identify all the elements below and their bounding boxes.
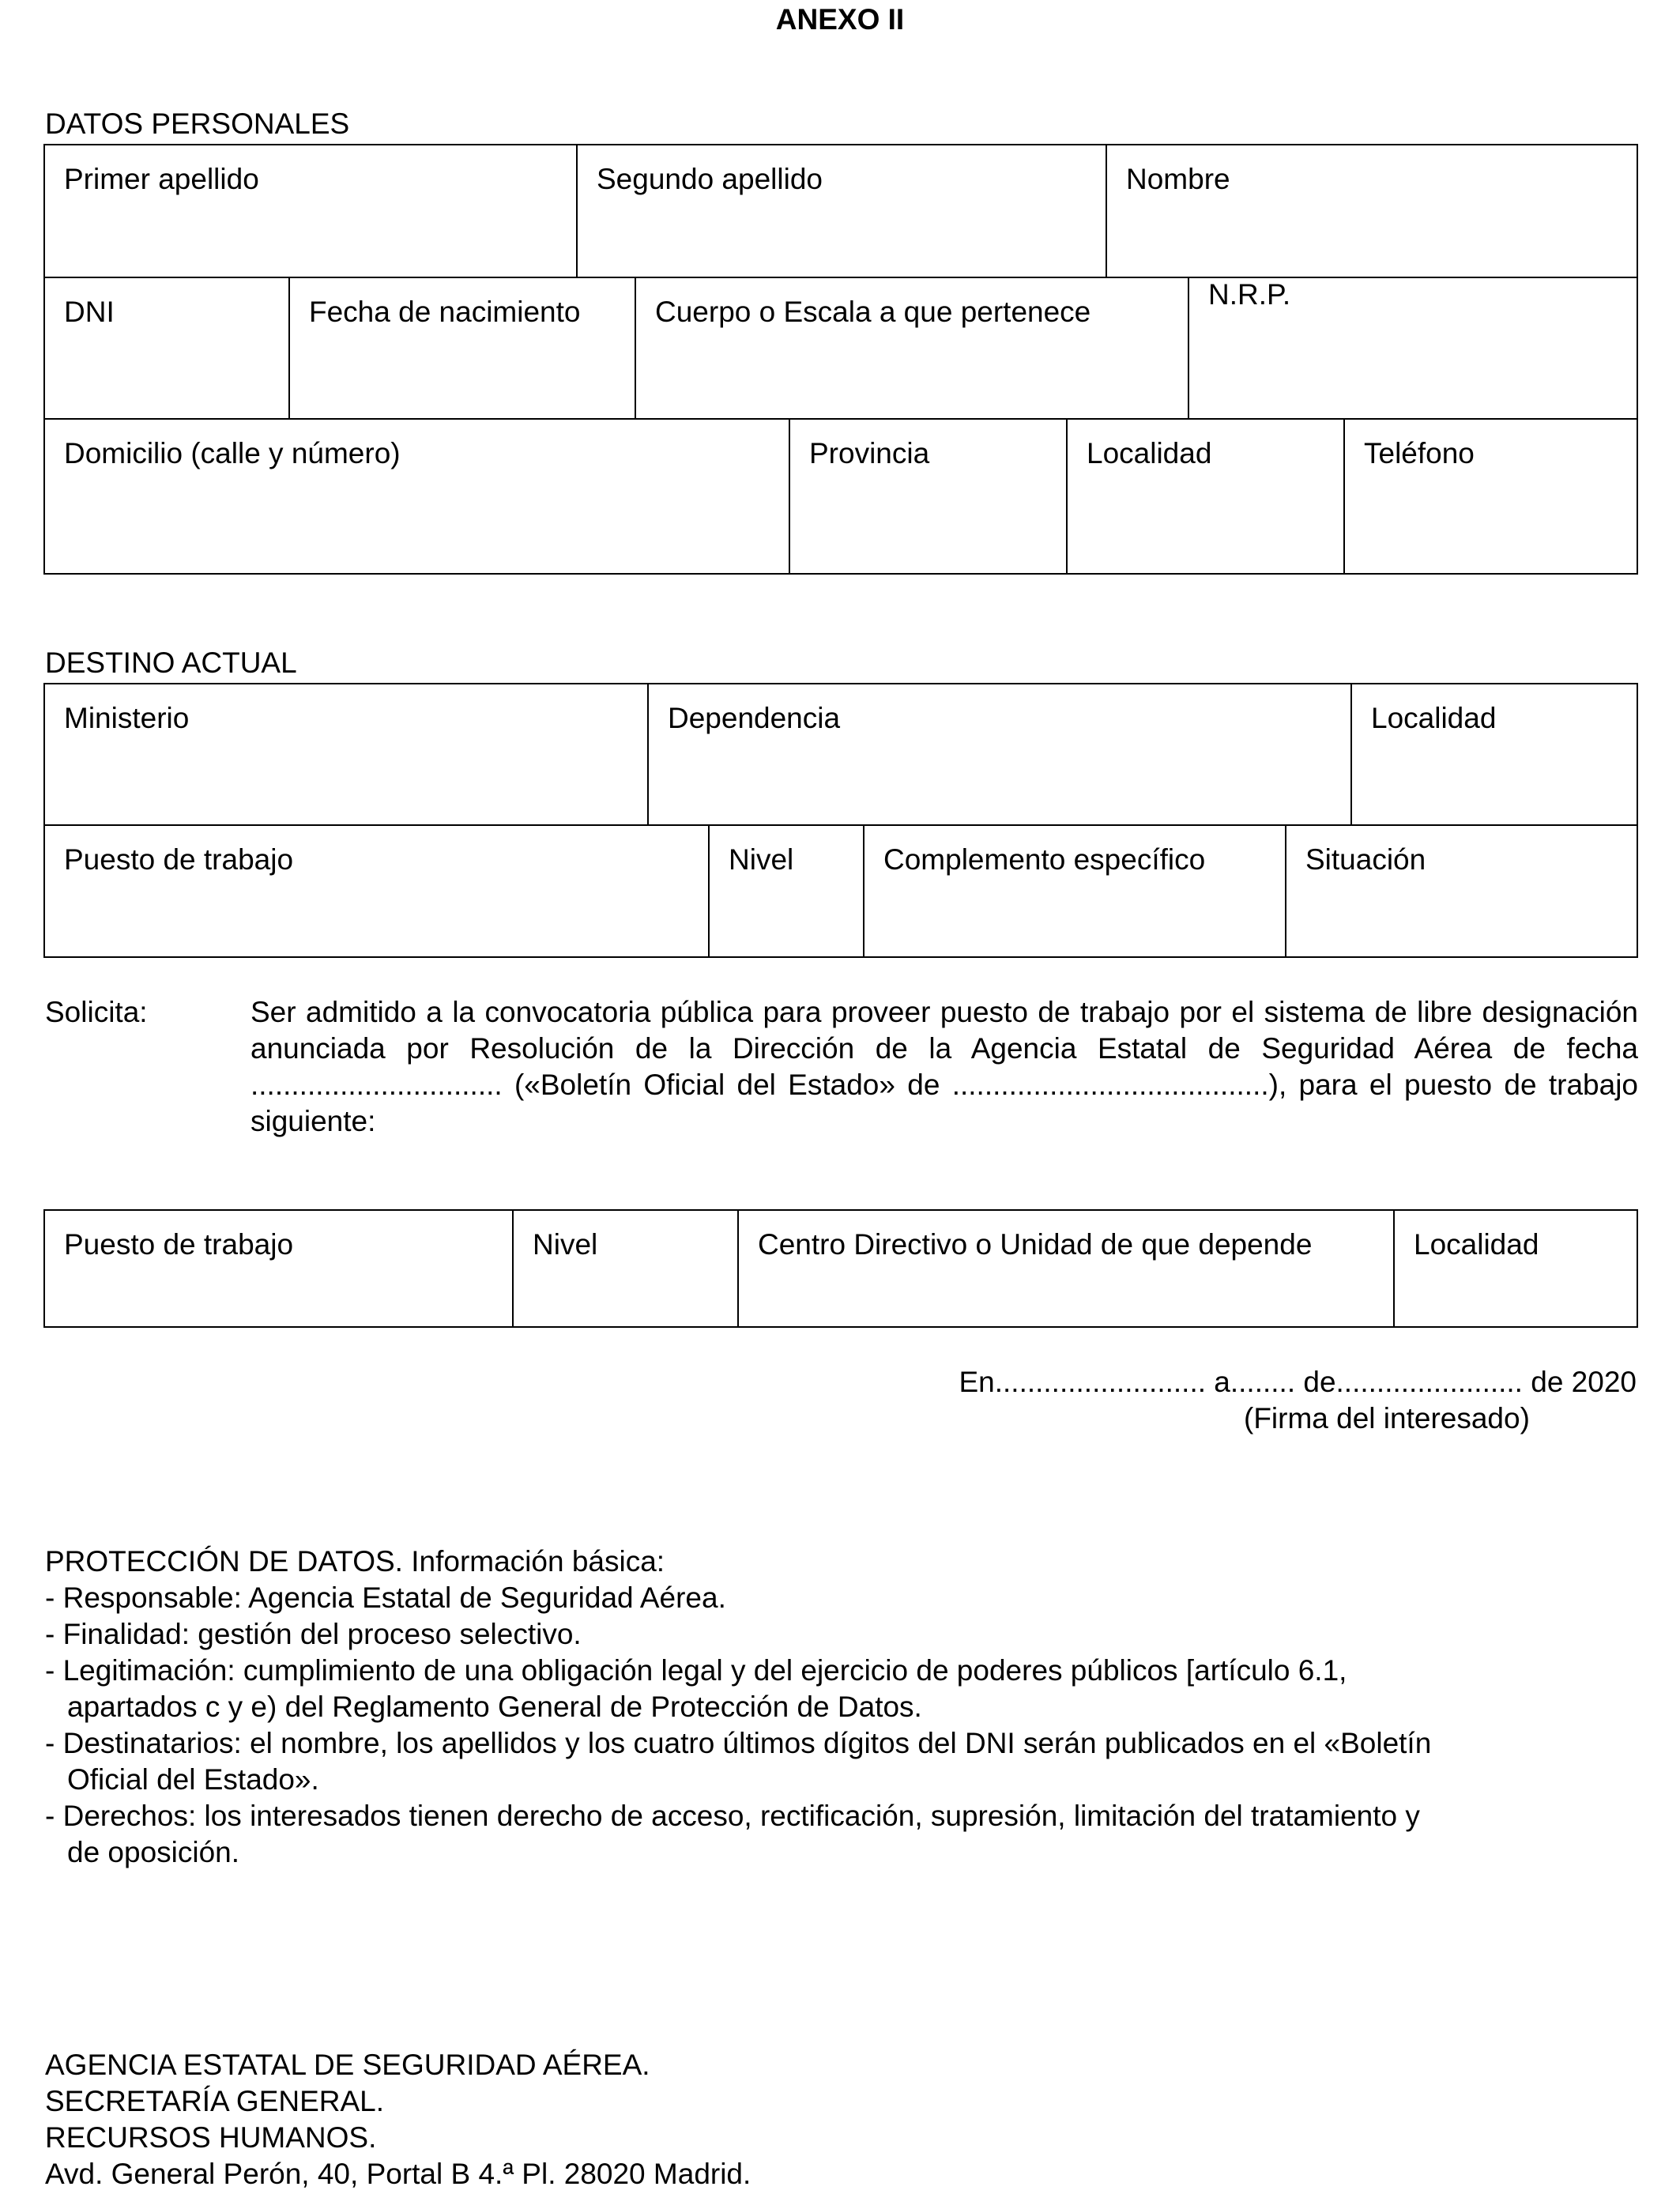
- address-line-3: RECURSOS HUMANOS.: [45, 2121, 377, 2154]
- nombre-label: Nombre: [1126, 163, 1230, 195]
- segundo-apellido-field[interactable]: [576, 145, 1106, 277]
- telefono-label: Teléfono: [1364, 437, 1475, 469]
- destino-puesto-label: Puesto de trabajo: [64, 843, 294, 876]
- primer-apellido-field[interactable]: [45, 145, 576, 277]
- solicitado-puesto-label: Puesto de trabajo: [64, 1228, 294, 1261]
- destino-localidad-label: Localidad: [1371, 702, 1497, 734]
- personal-data-heading: DATOS PERSONALES: [45, 107, 350, 140]
- personal-data-form: [43, 144, 1638, 575]
- situacion-label: Situación: [1305, 843, 1426, 876]
- proteccion-heading: PROTECCIÓN DE DATOS. Información básica:: [45, 1545, 665, 1578]
- solicitado-nivel-label: Nivel: [533, 1228, 598, 1261]
- solicitado-localidad-field[interactable]: [1393, 1211, 1637, 1326]
- proteccion-destinatarios: - Destinatarios: el nombre, los apellidos y los cuatro últimos dígitos del DNI serán publicados en el «Boletín: [45, 1727, 1432, 1759]
- localidad-field[interactable]: [1066, 420, 1343, 573]
- page-title: ANEXO II: [775, 3, 905, 36]
- puesto-solicitado-row: [45, 1211, 1637, 1326]
- destino-actual-heading: DESTINO ACTUAL: [45, 647, 297, 679]
- address-line-2: SECRETARÍA GENERAL.: [45, 2085, 385, 2117]
- destino-puesto-field[interactable]: [45, 826, 708, 956]
- puesto-solicitado-form: [43, 1209, 1638, 1328]
- personal-row-1: [45, 145, 1637, 277]
- destino-actual-form: [43, 683, 1638, 958]
- complemento-field[interactable]: [863, 826, 1285, 956]
- proteccion-responsable: - Responsable: Agencia Estatal de Seguridad Aérea.: [45, 1581, 726, 1614]
- proteccion-legitimacion-cont: apartados c y e) del Reglamento General de Protección de Datos.: [67, 1691, 922, 1723]
- address-block: [45, 2047, 751, 2192]
- solicita-text: Ser admitido a la convocatoria pública para proveer puesto de trabajo por el sistema de libre designación anunciada por Resolución de la Dirección de la Agencia Estatal de Seguridad Aérea de fecha ............................... («Boletín Oficial del Estado» de .......................................), para el puesto de trabajo siguiente:: [250, 996, 1638, 1137]
- dependencia-field[interactable]: [647, 684, 1350, 824]
- destino-row-2: [45, 824, 1637, 956]
- dni-field[interactable]: [45, 278, 288, 420]
- fecha-lugar-line: En.......................... a........ de....................... de 2020: [959, 1366, 1637, 1398]
- telefono-field[interactable]: [1343, 420, 1637, 573]
- dependencia-label: Dependencia: [668, 702, 841, 734]
- cuerpo-escala-field[interactable]: [635, 278, 1188, 420]
- ministerio-label: Ministerio: [64, 702, 190, 734]
- destino-nivel-field[interactable]: [708, 826, 863, 956]
- destino-localidad-field[interactable]: [1350, 684, 1637, 824]
- destino-row-1: [45, 684, 1637, 824]
- cuerpo-escala-label: Cuerpo o Escala a que pertenece: [655, 296, 1091, 328]
- solicitado-localidad-label: Localidad: [1414, 1228, 1539, 1261]
- fecha-nacimiento-label: Fecha de nacimiento: [309, 296, 581, 328]
- nrp-field[interactable]: [1188, 278, 1637, 420]
- proteccion-legitimacion: - Legitimación: cumplimiento de una obligación legal y del ejercicio de poderes públicos [artículo 6.1,: [45, 1654, 1347, 1687]
- proteccion-derechos: - Derechos: los interesados tienen derecho de acceso, rectificación, supresión, limitación del tratamiento y: [45, 1800, 1420, 1832]
- localidad-label: Localidad: [1087, 437, 1212, 469]
- ministerio-field[interactable]: [45, 684, 647, 824]
- centro-directivo-label: Centro Directivo o Unidad de que depende: [758, 1228, 1313, 1261]
- provincia-field[interactable]: [789, 420, 1066, 573]
- address-line-1: AGENCIA ESTATAL DE SEGURIDAD AÉREA.: [45, 2049, 650, 2081]
- proteccion-destinatarios-cont: Oficial del Estado».: [67, 1763, 319, 1796]
- solicita-label: Solicita:: [45, 996, 148, 1028]
- address-line-4: Avd. General Perón, 40, Portal B 4.ª Pl. 28020 Madrid.: [45, 2158, 751, 2190]
- dni-label: DNI: [64, 296, 115, 328]
- domicilio-label: Domicilio (calle y número): [64, 437, 401, 469]
- personal-row-2: [45, 277, 1637, 420]
- nrp-label: N.R.P.: [1208, 278, 1291, 311]
- proteccion-datos-block: [45, 1544, 1431, 1871]
- solicitado-puesto-field[interactable]: [45, 1211, 512, 1326]
- nombre-field[interactable]: [1106, 145, 1637, 277]
- provincia-label: Provincia: [809, 437, 930, 469]
- domicilio-field[interactable]: [45, 420, 789, 573]
- solicitado-nivel-field[interactable]: [512, 1211, 737, 1326]
- fecha-nacimiento-field[interactable]: [288, 278, 635, 420]
- situacion-field[interactable]: [1285, 826, 1637, 956]
- proteccion-finalidad: - Finalidad: gestión del proceso selectivo.: [45, 1618, 582, 1650]
- destino-nivel-label: Nivel: [729, 843, 794, 876]
- primer-apellido-label: Primer apellido: [64, 163, 259, 195]
- segundo-apellido-label: Segundo apellido: [597, 163, 823, 195]
- personal-row-3: [45, 418, 1637, 573]
- proteccion-derechos-cont: de oposición.: [67, 1836, 240, 1868]
- complemento-label: Complemento específico: [883, 843, 1206, 876]
- firma-label: (Firma del interesado): [1244, 1402, 1530, 1434]
- centro-directivo-field[interactable]: [737, 1211, 1393, 1326]
